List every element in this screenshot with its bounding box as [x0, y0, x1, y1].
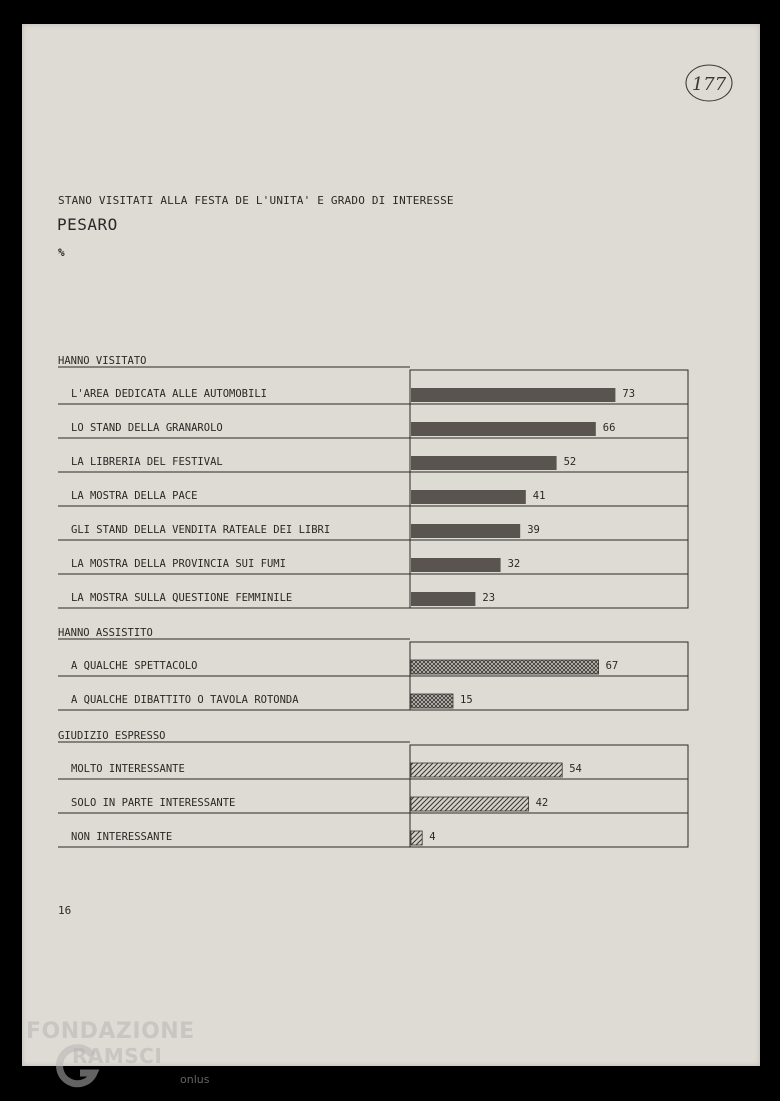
bar-chart	[22, 24, 760, 1066]
category-label: LO STAND DELLA GRANAROLO	[71, 422, 223, 434]
bar	[411, 490, 526, 504]
bar	[411, 456, 557, 470]
category-label: NON INTERESSANTE	[71, 831, 173, 843]
category-label: LA MOSTRA DELLA PACE	[71, 490, 198, 502]
bar	[411, 422, 596, 436]
category-label: GLI STAND DELLA VENDITA RATEALE DEI LIBRI	[71, 524, 331, 536]
data-label: 41	[532, 490, 546, 502]
bar	[411, 388, 615, 402]
bar	[411, 558, 501, 572]
data-label: 73	[622, 388, 636, 400]
category-label: LA LIBRERIA DEL FESTIVAL	[71, 456, 223, 468]
data-label: 4	[429, 831, 436, 843]
data-label: 32	[507, 558, 521, 570]
data-label: 52	[563, 456, 577, 468]
bar	[411, 694, 453, 708]
unit-label: %	[58, 246, 65, 259]
category-label: LA MOSTRA SULLA QUESTIONE FEMMINILE	[71, 592, 293, 604]
data-label: 42	[535, 797, 549, 809]
watermark-line1: FONDAZIONE	[26, 1019, 195, 1044]
data-label: 23	[482, 592, 496, 604]
category-label: SOLO IN PARTE INTERESSANTE	[71, 797, 236, 809]
bar	[411, 831, 422, 845]
group-box	[410, 745, 688, 847]
group-label: HANNO VISITATO	[58, 355, 147, 367]
group-label: HANNO ASSISTITO	[58, 627, 153, 639]
watermark-logo	[26, 1017, 226, 1101]
annotation-text: 177	[691, 74, 727, 95]
data-label: 54	[569, 763, 582, 775]
page-number: 16	[58, 904, 72, 917]
data-label: 39	[527, 524, 540, 536]
watermark-line2: RAMSCI	[72, 1044, 163, 1068]
category-label: L'AREA DEDICATA ALLE AUTOMOBILI	[71, 388, 267, 400]
bar	[411, 763, 562, 777]
data-label: 66	[602, 422, 616, 434]
data-label: 15	[460, 694, 473, 706]
category-label: MOLTO INTERESSANTE	[71, 763, 185, 775]
category-label: A QUALCHE SPETTACOLO	[71, 660, 198, 672]
data-label: 67	[605, 660, 619, 672]
category-label: A QUALCHE DIBATTITO O TAVOLA ROTONDA	[71, 694, 299, 706]
bar	[411, 797, 529, 811]
bar	[411, 592, 475, 606]
category-label: LA MOSTRA DELLA PROVINCIA SUI FUMI	[71, 558, 286, 570]
chart-title: STANO VISITATI ALLA FESTA DE L'UNITA' E GRADO DI INTERESSE	[58, 194, 454, 207]
bar	[411, 660, 599, 674]
group-label: GIUDIZIO ESPRESSO	[58, 730, 166, 742]
group-box	[410, 370, 688, 608]
watermark-line3: onlus	[180, 1073, 210, 1086]
document-page	[22, 24, 760, 1086]
chart-subtitle: PESARO	[57, 215, 118, 234]
bar	[411, 524, 520, 538]
